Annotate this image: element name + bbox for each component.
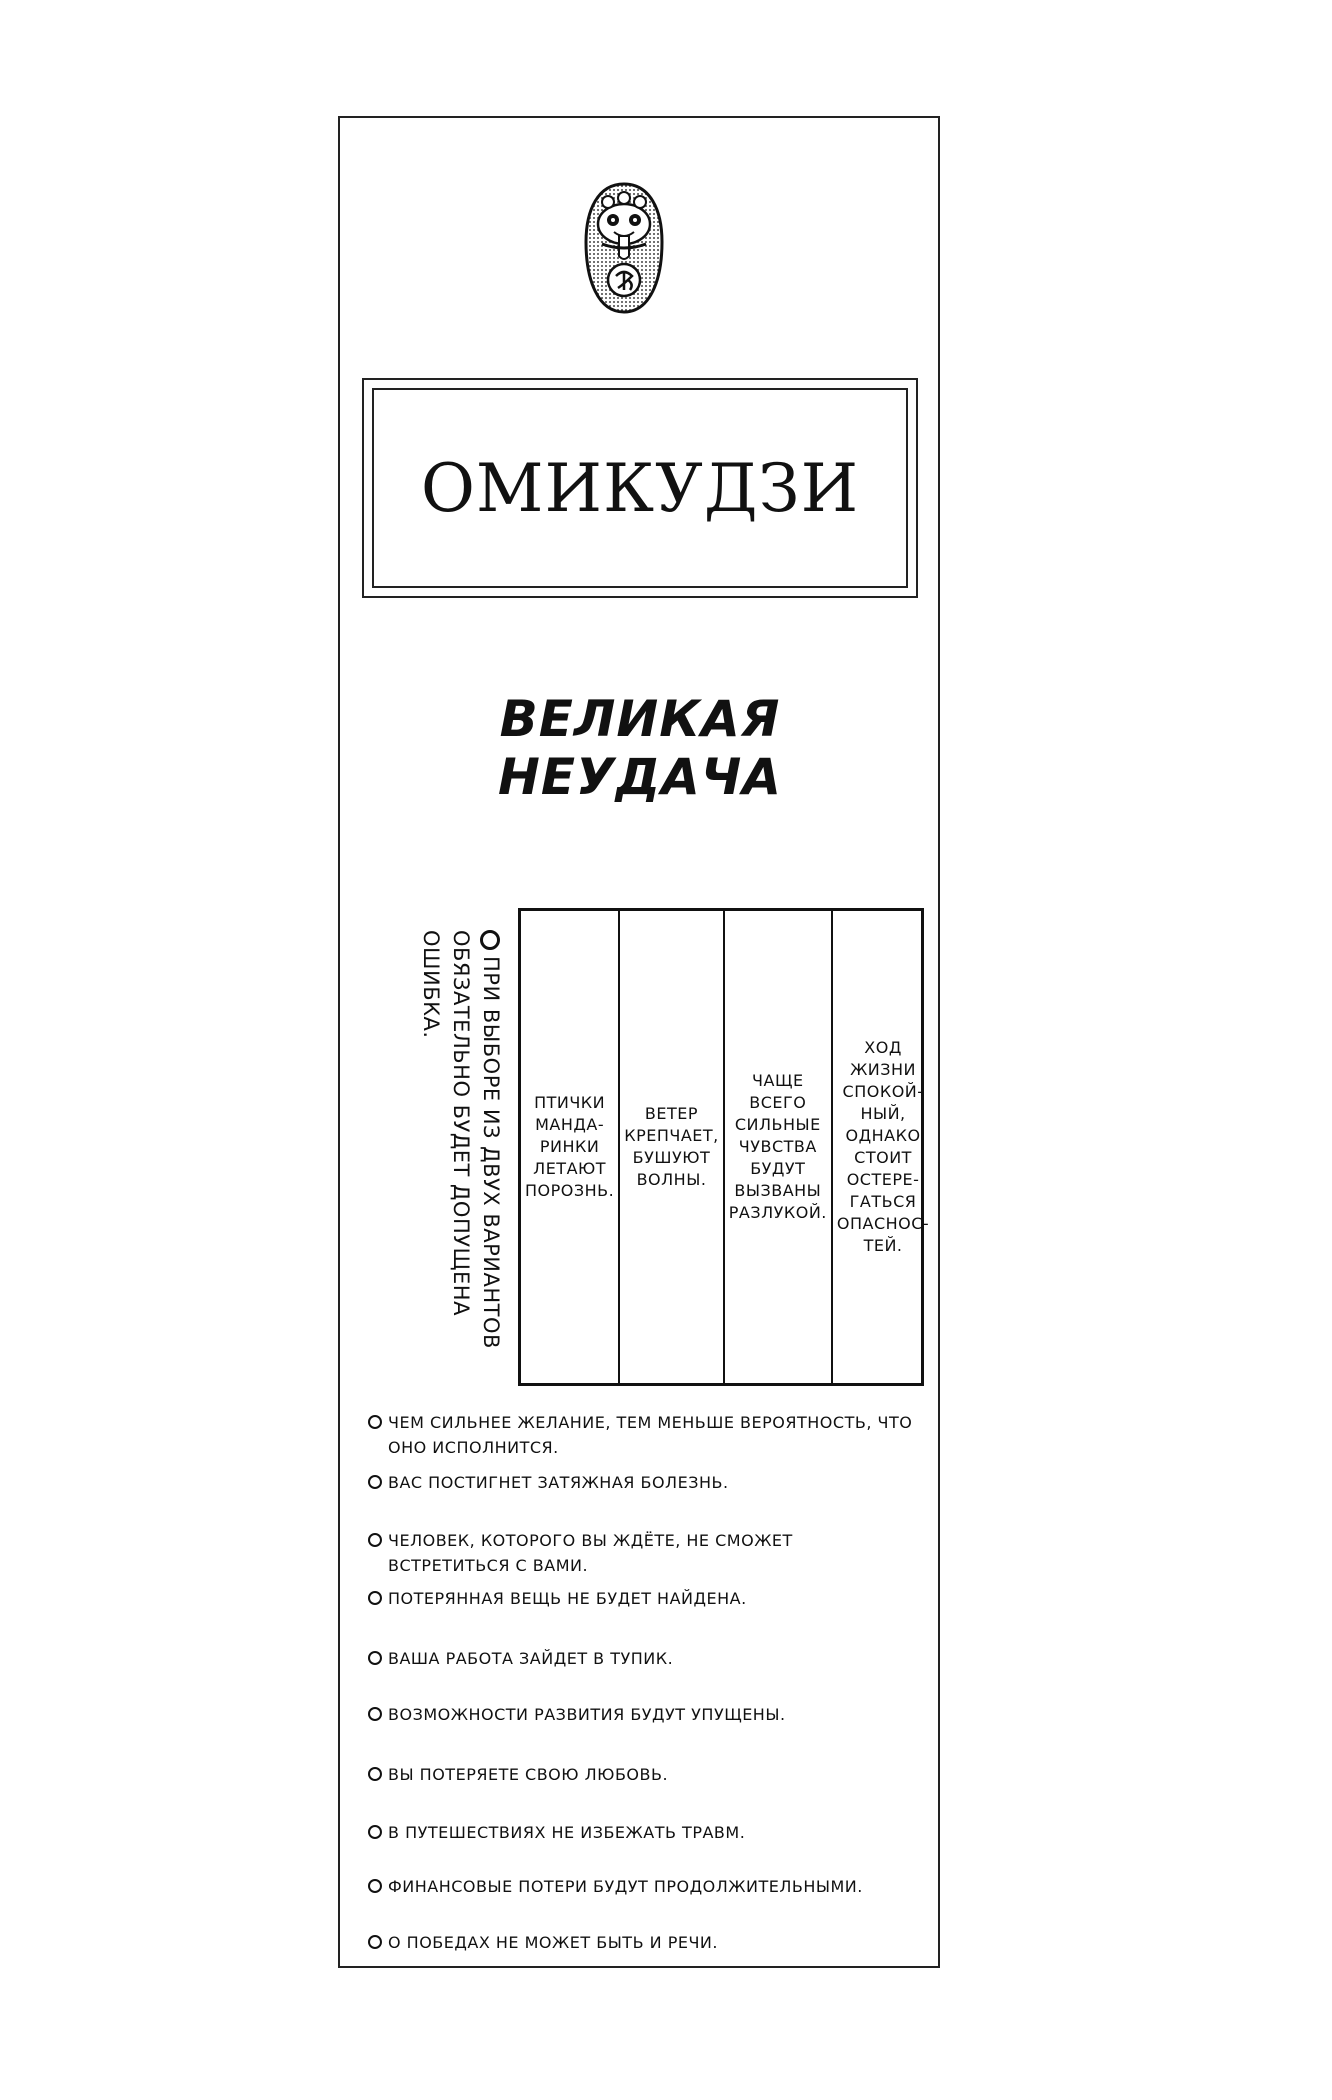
prediction-text: ВАС ПОСТИГНЕТ ЗАТЯЖНАЯ БОЛЕЗНЬ.: [388, 1473, 729, 1492]
circle-bullet-icon: [368, 1879, 382, 1893]
list-item: [368, 1646, 928, 1671]
circle-bullet-icon: [368, 1591, 382, 1605]
daruma-icon: [584, 180, 664, 316]
circle-bullet-icon: [368, 1935, 382, 1949]
fortune-heading: ВЕЛИКАЯ НЕУДАЧА: [498, 690, 782, 806]
title-frame: [362, 378, 918, 598]
table-column: ПТИЧКИ МАНДА- РИНКИ ЛЕТАЮТ ПОРОЗНЬ.: [521, 911, 620, 1383]
fortune-table: [518, 908, 930, 1386]
choice-note: [366, 930, 506, 1360]
prediction-text: ФИНАНСОВЫЕ ПОТЕРИ БУДУТ ПРОДОЛЖИТЕЛЬНЫМИ.: [388, 1877, 863, 1896]
prediction-text: ВАША РАБОТА ЗАЙДЕТ В ТУПИК.: [388, 1649, 674, 1668]
prediction-text: ЧЕЛОВЕК, КОТОРОГО ВЫ ЖДЁТЕ, НЕ СМОЖЕТ ВСТРЕТИТЬСЯ С ВАМИ.: [388, 1531, 793, 1575]
list-item: [368, 1820, 928, 1845]
prediction-text: В ПУТЕШЕСТВИЯХ НЕ ИЗБЕЖАТЬ ТРАВМ.: [388, 1823, 746, 1842]
list-item: [368, 1528, 888, 1578]
table-column: ВЕТЕР КРЕПЧАЕТ, БУШУЮТ ВОЛНЫ.: [620, 911, 725, 1383]
list-item: [368, 1586, 928, 1611]
circle-bullet-icon: [368, 1825, 382, 1839]
list-item: [368, 1930, 928, 1955]
circle-bullet-icon: [368, 1707, 382, 1721]
slip-title: ОМИКУДЗИ: [420, 449, 860, 527]
prediction-text: ЧЕМ СИЛЬНЕЕ ЖЕЛАНИЕ, ТЕМ МЕНЬШЕ ВЕРОЯТНОСТЬ, ЧТО ОНО ИСПОЛНИТСЯ.: [388, 1413, 913, 1457]
choice-note-text-block: [366, 930, 506, 1360]
prediction-text: О ПОБЕДАХ НЕ МОЖЕТ БЫТЬ И РЕЧИ.: [388, 1933, 718, 1952]
list-item: [368, 1702, 928, 1727]
circle-bullet-icon: [368, 1475, 382, 1489]
prediction-text: ПОТЕРЯННАЯ ВЕЩЬ НЕ БУДЕТ НАЙДЕНА.: [388, 1589, 747, 1608]
circle-bullet-icon: [368, 1767, 382, 1781]
list-item: [368, 1470, 928, 1495]
list-item: [368, 1874, 928, 1899]
circle-bullet-icon: [368, 1415, 382, 1429]
prediction-text: ВОЗМОЖНОСТИ РАЗВИТИЯ БУДУТ УПУЩЕНЫ.: [388, 1705, 786, 1724]
title-frame-inner: [372, 388, 908, 588]
list-item: [368, 1410, 928, 1460]
circle-bullet-icon: [368, 1651, 382, 1665]
table-column: ХОД ЖИЗНИ СПОКОЙ- НЫЙ, ОДНАКО СТОИТ ОСТЕРЕ- ГАТЬСЯ ОПАСНОС- ТЕЙ.: [836, 1038, 930, 1255]
circle-bullet-icon: [480, 930, 500, 950]
list-item: [368, 1762, 928, 1787]
table-column: ЧАЩЕ ВСЕГО СИЛЬНЫЕ ЧУВСТВА БУДУТ ВЫЗВАНЫ РАЗЛУКОЙ.: [725, 911, 833, 1383]
circle-bullet-icon: [368, 1533, 382, 1547]
choice-note-text: ПРИ ВЫБОРЕ ИЗ ДВУХ ВАРИАНТОВ ОБЯЗАТЕЛЬНО БУДЕТ ДОПУЩЕНА ОШИБКА.: [419, 930, 503, 1349]
prediction-text: ВЫ ПОТЕРЯЕТЕ СВОЮ ЛЮБОВЬ.: [388, 1765, 669, 1784]
